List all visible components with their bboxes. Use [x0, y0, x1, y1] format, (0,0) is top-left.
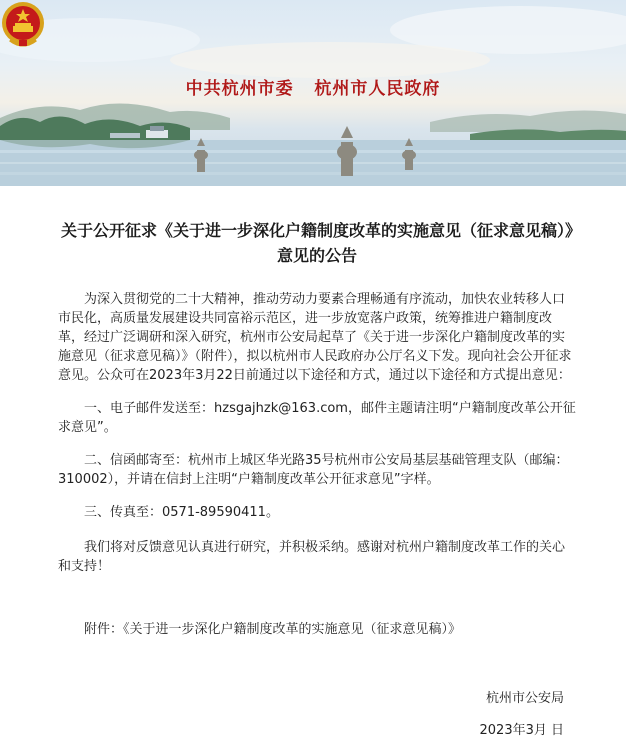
- intro-paragraph: 为深入贯彻党的二十大精神，推动劳动力要素合理畅通有序流动，加快农业转移人口市民化，高质量发展建设共同富裕示范区，进一步放宽落户政策，统筹推进户籍制度改革，经过广泛调研和深入研究，杭州市公安局起草了《关于进一步深化户籍制度改革的实施意见（征求意见稿）》（附件），拟以杭州市人民政府办公厅名义下发。现向社会公开征求意见。公众可在2023年3月22日前通过以下途径和方式，通过以下途径和方式提出意见：: [58, 292, 572, 383]
- org-title: 中共杭州市委 杭州市人民政府: [185, 79, 441, 99]
- attachment-line: 附件：《关于进一步深化户籍制度改革的实施意见（征求意见稿）》: [84, 622, 462, 637]
- notice-body: [58, 218, 576, 639]
- national-emblem-icon: [0, 0, 46, 50]
- notice-date: 2023年3月 日: [479, 723, 564, 738]
- closing-paragraph: 我们将对反馈意见认真进行研究，并积极采纳。感谢对杭州户籍制度改革工作的关心和支持！: [58, 540, 566, 574]
- method-fax: 三、传真至：0571-89590411。: [84, 505, 279, 520]
- notice-title: 关于公开征求《关于进一步深化户籍制度改革的实施意见（征求意见稿）》意见的公告: [60, 221, 573, 265]
- signer: 杭州市公安局: [485, 691, 564, 706]
- method-email: 一、电子邮件发送至：hzsgajhzk@163.com，邮件主题请注明“户籍制度改革公开征求意见”。: [58, 401, 576, 435]
- header-banner: [0, 0, 626, 186]
- method-mail: 二、信函邮寄至：杭州市上城区华光路35号杭州市公安局基层基础管理支队（邮编：310002），并请在信封上注明“户籍制度改革公开征求意见”字样。: [58, 453, 569, 487]
